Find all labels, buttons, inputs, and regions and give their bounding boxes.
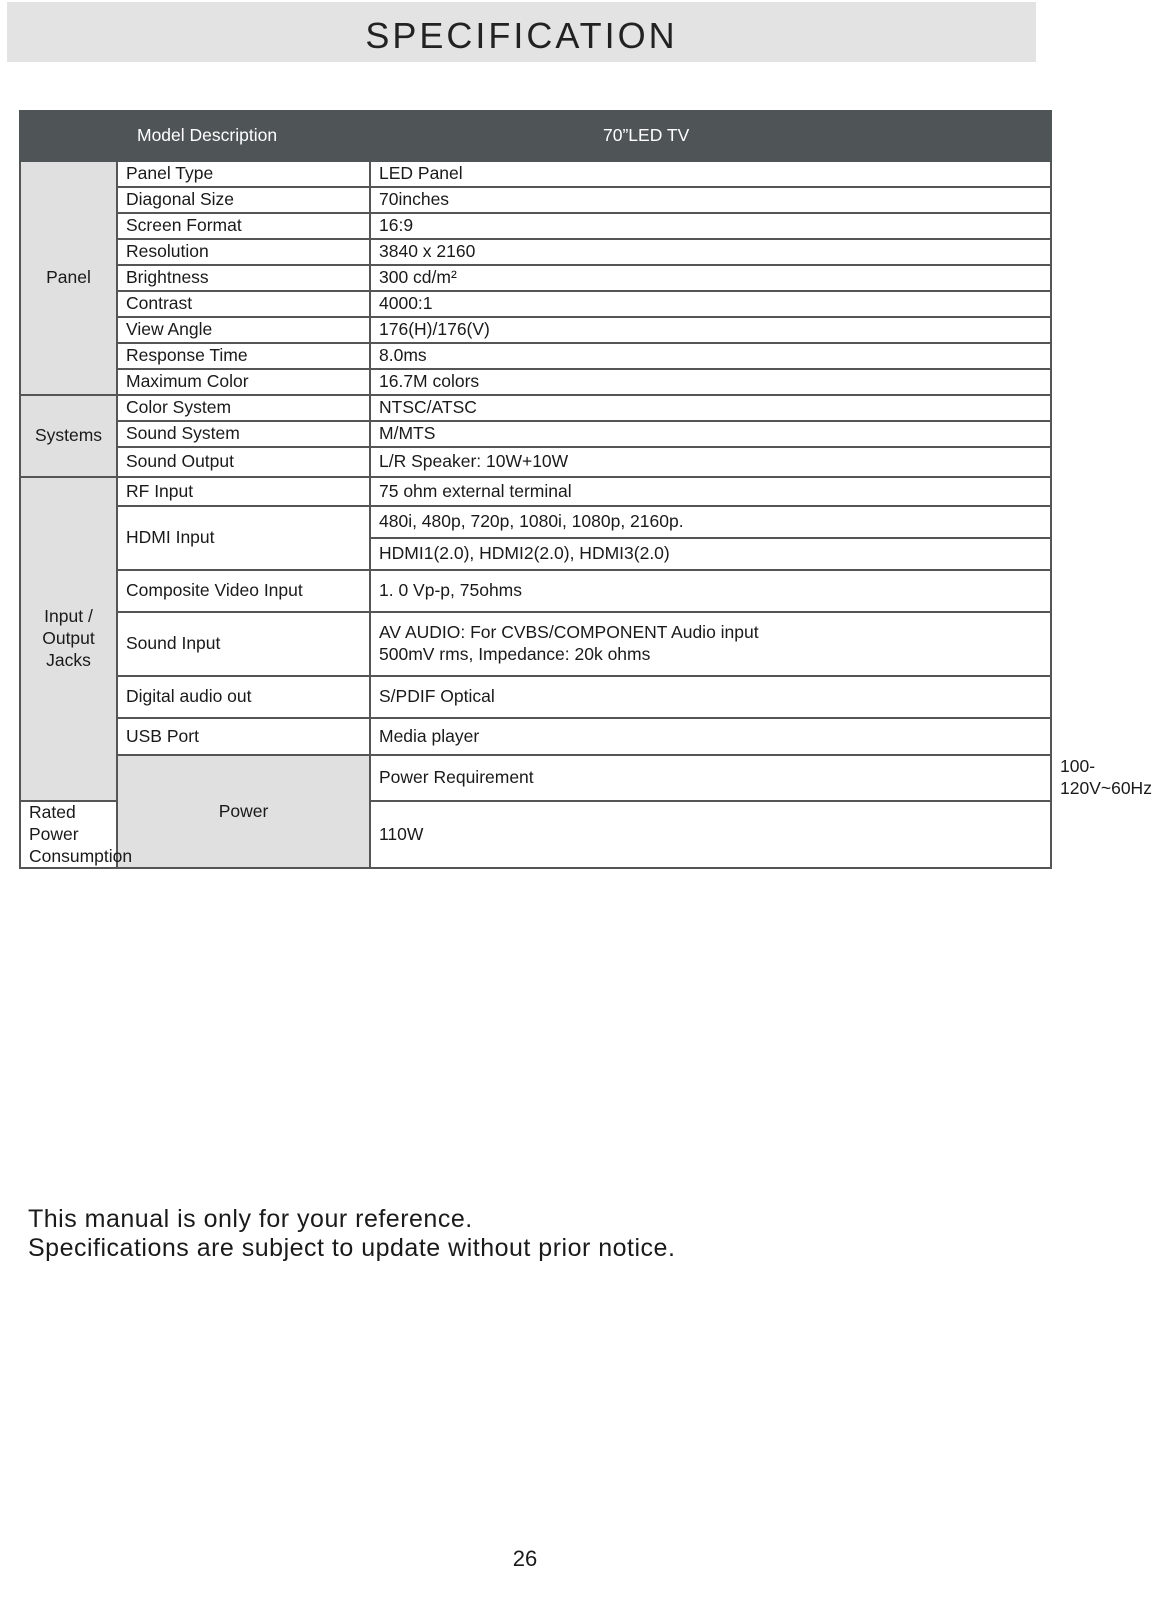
title-bar xyxy=(7,2,1036,62)
row-label: Resolution xyxy=(117,239,370,265)
row-value: HDMI1(2.0), HDMI2(2.0), HDMI3(2.0) xyxy=(370,538,1051,570)
row-label: Sound System xyxy=(117,421,370,447)
row-value: L/R Speaker: 10W+10W xyxy=(370,447,1051,477)
table-row xyxy=(20,718,1051,755)
row-value: 16.7M colors xyxy=(370,369,1051,395)
row-label: HDMI Input xyxy=(117,506,370,570)
table-row xyxy=(20,421,1051,447)
row-value: 75 ohm external terminal xyxy=(370,477,1051,506)
row-value: 3840 x 2160 xyxy=(370,239,1051,265)
table-row xyxy=(20,395,1051,421)
table-row xyxy=(20,447,1051,477)
table-header-row xyxy=(20,111,1051,161)
row-value: 4000:1 xyxy=(370,291,1051,317)
table-row xyxy=(20,213,1051,239)
table-row xyxy=(20,291,1051,317)
table-row xyxy=(20,477,1051,506)
group-input-output-jacks: Input / Output Jacks xyxy=(20,477,117,801)
table-row xyxy=(20,570,1051,612)
row-label: Brightness xyxy=(117,265,370,291)
table-row xyxy=(20,676,1051,718)
spec-table xyxy=(19,110,1152,869)
row-value-line: 500mV rms, Impedance: 20k ohms xyxy=(379,644,651,664)
row-value: 480i, 480p, 720p, 1080i, 1080p, 2160p. xyxy=(370,506,1051,538)
header-model-description: Model Description xyxy=(20,111,370,161)
row-value: Media player xyxy=(370,718,1051,755)
row-label: Panel Type xyxy=(117,161,370,187)
group-panel: Panel xyxy=(20,161,117,395)
reference-note xyxy=(28,1205,675,1263)
row-label: Screen Format xyxy=(117,213,370,239)
row-label: Maximum Color xyxy=(117,369,370,395)
row-value: M/MTS xyxy=(370,421,1051,447)
page-title: SPECIFICATION xyxy=(365,15,678,56)
row-value: S/PDIF Optical xyxy=(370,676,1051,718)
page-number: 26 xyxy=(512,1546,538,1571)
table-row xyxy=(20,343,1051,369)
note-line: Specifications are subject to update without prior notice. xyxy=(28,1234,676,1262)
row-label: USB Port xyxy=(117,718,370,755)
row-label: Digital audio out xyxy=(117,676,370,718)
table-row xyxy=(20,187,1051,213)
row-value: 8.0ms xyxy=(370,343,1051,369)
row-value: 1. 0 Vp-p, 75ohms xyxy=(370,570,1051,612)
table-row: Power Power Requirement 100-120V~60Hz xyxy=(20,755,1051,801)
table-row xyxy=(20,369,1051,395)
header-model-name: 70”LED TV xyxy=(370,111,1051,161)
group-systems: Systems xyxy=(20,395,117,477)
row-label: Power Requirement xyxy=(370,755,1051,801)
row-value: 176(H)/176(V) xyxy=(370,317,1051,343)
row-value xyxy=(370,612,1051,676)
row-label: Color System xyxy=(117,395,370,421)
row-label: RF Input xyxy=(117,477,370,506)
row-label: View Angle xyxy=(117,317,370,343)
row-value: NTSC/ATSC xyxy=(370,395,1051,421)
table-row xyxy=(20,161,1051,187)
row-label: Rated Power Consumption xyxy=(20,801,117,869)
group-power: Power xyxy=(117,755,370,868)
row-value: 300 cd/m² xyxy=(370,265,1051,291)
row-label: Composite Video Input xyxy=(117,570,370,612)
row-value-line: AV AUDIO: For CVBS/COMPONENT Audio input xyxy=(379,622,759,643)
row-label: Diagonal Size xyxy=(117,187,370,213)
row-label: Sound Input xyxy=(117,612,370,676)
row-value: 110W xyxy=(370,801,1051,869)
row-value: LED Panel xyxy=(370,161,1051,187)
table-row xyxy=(20,317,1051,343)
table-row xyxy=(20,239,1051,265)
table-row xyxy=(20,612,1051,676)
row-label: Contrast xyxy=(117,291,370,317)
table-row xyxy=(20,265,1051,291)
row-value: 16:9 xyxy=(370,213,1051,239)
row-label: Sound Output xyxy=(117,447,370,477)
note-line: This manual is only for your reference. xyxy=(28,1205,473,1233)
table-row xyxy=(20,506,1051,538)
row-value: 70inches xyxy=(370,187,1051,213)
row-label: Response Time xyxy=(117,343,370,369)
